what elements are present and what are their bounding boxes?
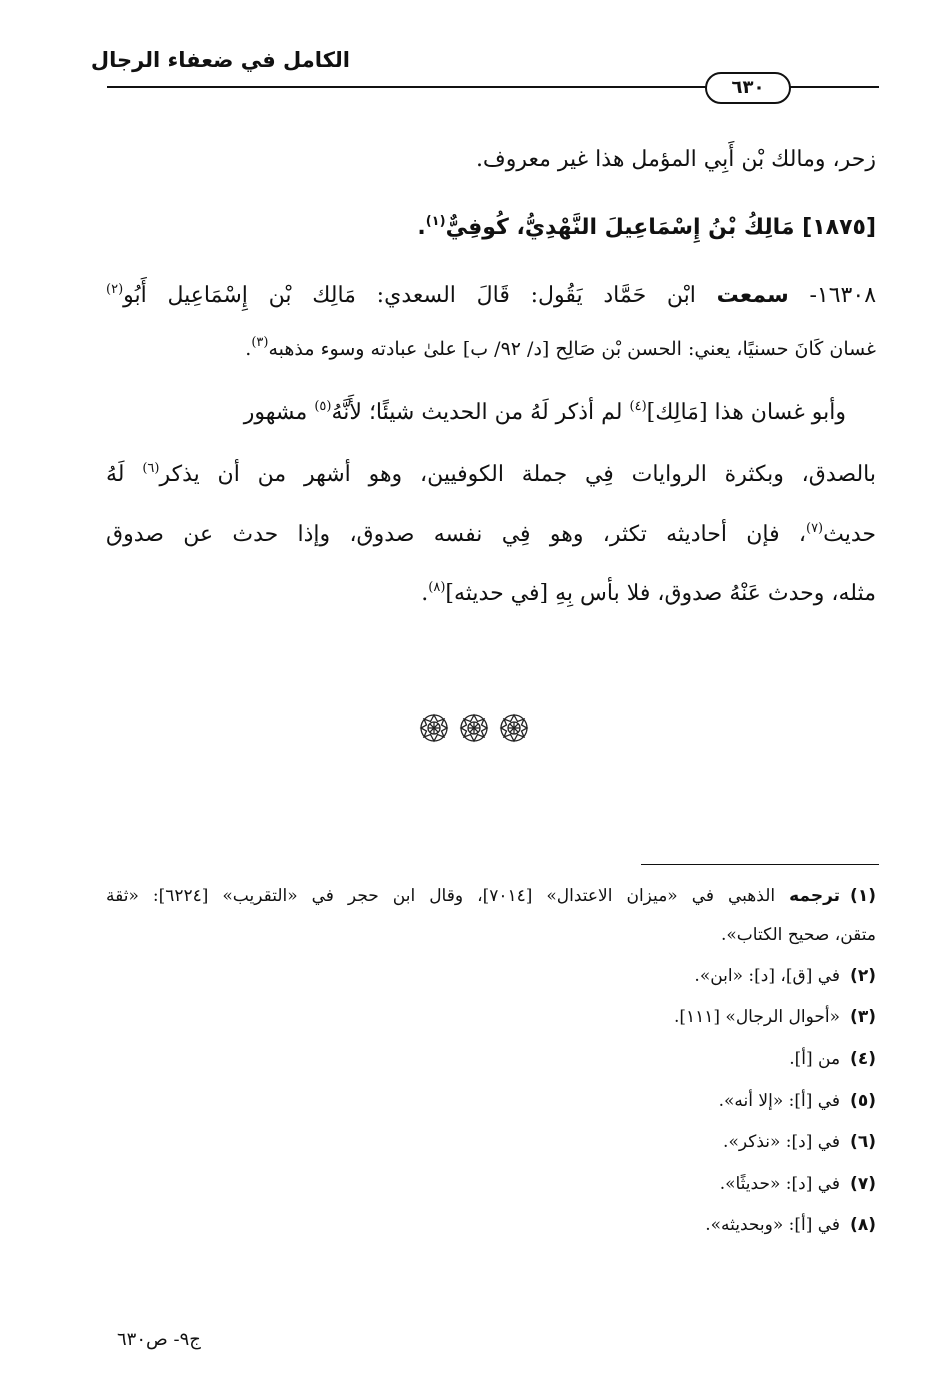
footnote-4 — [789, 1045, 876, 1073]
section-end-ornaments — [418, 712, 538, 752]
footnote-ref-8: (٨) — [428, 580, 446, 595]
entry-heading-end: . — [417, 215, 426, 240]
footnote-ref-6: (٦) — [142, 461, 160, 476]
footnote-text: في [أ]: «إلا أنه». — [718, 1091, 841, 1111]
footnote-text: في [د]: «حديثًا». — [719, 1174, 841, 1194]
narration-line-1-text: ابْن حَمَّاد يَقُول: قَالَ السعدي: مَالِك بْن إِسْمَاعِيل أَبُو — [123, 283, 696, 308]
footnote-number: (٢) — [850, 966, 876, 986]
commentary-text: بالصدق، وبكثرة الروايات فِي جملة الكوفيين، وهو أشهر من أن يذكر — [159, 462, 876, 487]
footnote-text: في [ق]، [د]: «ابن». — [694, 966, 841, 986]
footnote-ref-1: (١) — [425, 214, 446, 229]
footnote-7 — [720, 1170, 876, 1198]
rosette-ornament-icon — [498, 712, 530, 744]
footnote-ref-5: (٥) — [314, 399, 332, 414]
commentary-text: لَهُ — [106, 462, 143, 487]
commentary-text: وأبو غسان هذا [مَالِك] — [646, 400, 846, 425]
commentary-text: مشهور — [243, 400, 315, 425]
footnote-number: (٥) — [850, 1091, 876, 1111]
commentary-line-1 — [244, 396, 846, 430]
footnote-text: في [أ]: «وبحديثه». — [705, 1215, 841, 1235]
footnote-5 — [719, 1087, 876, 1115]
commentary-text: مثله، وحدث عَنْهُ صدوق، فلا بأس بِهِ [في حديثه] — [445, 581, 876, 606]
footnote-number: (٤) — [850, 1049, 876, 1069]
footnote-text: في [د]: «نذكر». — [723, 1132, 841, 1152]
footnote-6 — [723, 1128, 876, 1156]
narration-number: ١٦٣٠٨- — [809, 283, 877, 308]
volume-page-reference: ج٩- ص٦٣٠ — [117, 1329, 201, 1350]
commentary-line-4 — [421, 577, 876, 611]
page-number-badge: ٦٣٠ — [705, 72, 791, 104]
footnote-number: (١) — [850, 886, 876, 906]
footnote-number: (٧) — [850, 1174, 876, 1194]
narration-line-2-text: غسان كَانَ حسنيًا، يعني: الحسن بْن صَالِح [د/ ٩٢/ ب] علىٰ عبادته وسوء مذهبه — [268, 338, 876, 360]
entry-heading — [417, 211, 876, 245]
footnote-ref-7: (٧) — [805, 521, 824, 536]
footnotes-separator — [641, 864, 879, 865]
entry-heading-text: [١٨٧٥] مَالِكُ بْنُ إِسْمَاعِيلَ النَّهْدِيُّ، كُوفِيٌّ — [445, 215, 876, 240]
commentary-line-3 — [106, 518, 876, 552]
footnote-1-line-1 — [106, 882, 876, 910]
footnote-lead-word: ترجمه — [789, 886, 841, 906]
footnote-number: (٣) — [850, 1007, 876, 1027]
narration-line-1 — [106, 279, 876, 313]
body-line-1: زحر، ومالك بْن أَبِي المؤمل هذا غير معروف. — [475, 147, 876, 172]
commentary-text: حديث — [823, 522, 876, 547]
footnote-number: (٦) — [850, 1132, 876, 1152]
footnote-text: «أحوال الرجال» [١١١]. — [673, 1007, 841, 1027]
commentary-text: . — [421, 581, 429, 606]
rosette-ornament-icon — [418, 712, 450, 744]
footnote-ref-4: (٤) — [629, 399, 647, 414]
commentary-line-2 — [106, 458, 876, 492]
footnote-3 — [674, 1003, 876, 1031]
narration-line-2 — [245, 332, 876, 366]
footnote-8 — [705, 1211, 876, 1239]
rosette-ornament-icon — [458, 712, 490, 744]
footnote-1-line-2: متقن، صحيح الكتاب». — [721, 925, 876, 945]
running-header-title: الكامل في ضعفاء الرجال — [90, 48, 350, 72]
commentary-text: لم أذكر لَهُ من الحديث شيئًا؛ لأَنَّهُ — [331, 400, 630, 425]
narration-line-2-end: . — [245, 338, 252, 360]
footnote-text: من [أ]. — [789, 1049, 841, 1069]
footnote-number: (٨) — [850, 1215, 876, 1235]
footnote-ref-3: (٣) — [251, 335, 269, 350]
narration-lead-word: سمعت — [716, 283, 789, 308]
commentary-text: ، فإن أحاديثه تكثر، وهو فِي نفسه صدوق، وإذا حدث عن صدوق — [106, 522, 806, 547]
footnote-2 — [694, 962, 876, 990]
footnote-text: الذهبي في «ميزان الاعتدال» [٧٠١٤]، وقال ابن حجر في «التقريب» [٦٢٢٤]: «ثقة — [106, 886, 790, 906]
footnote-ref-2: (٢) — [106, 282, 124, 297]
